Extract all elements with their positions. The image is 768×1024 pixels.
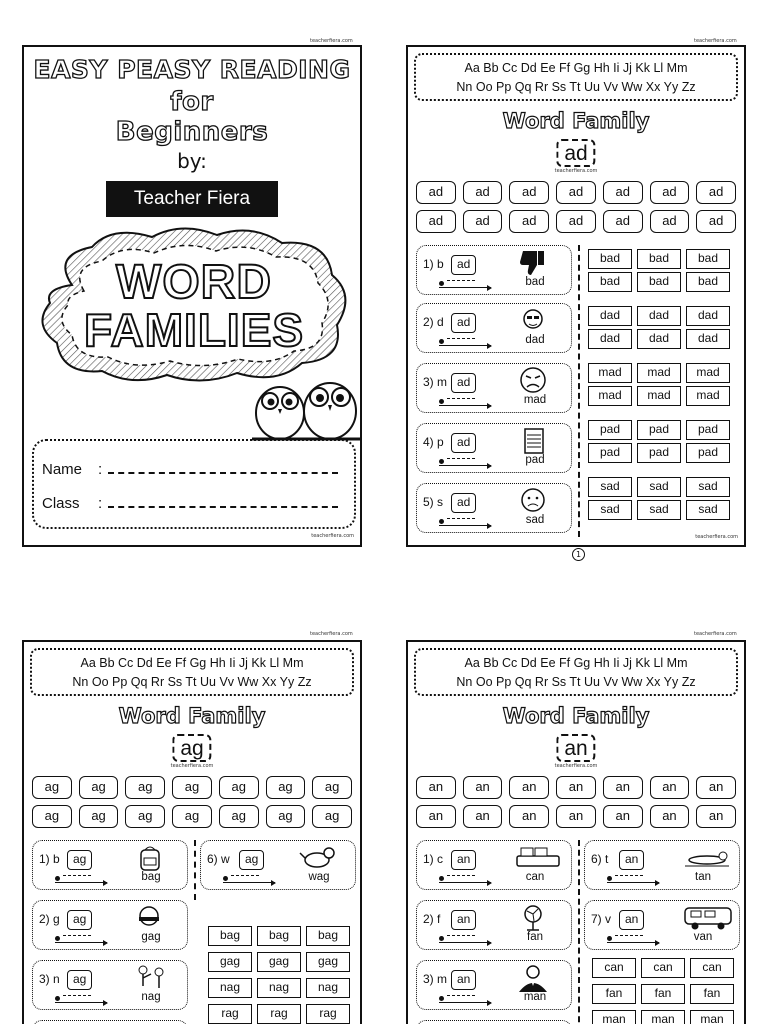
answer-cell[interactable]: bad [686, 249, 730, 269]
alphabet-box [414, 53, 738, 101]
family-tile[interactable]: ag [219, 805, 259, 828]
divider [578, 245, 580, 537]
answer-cell[interactable]: sad [686, 500, 730, 520]
family-tile[interactable]: ad [696, 181, 736, 204]
exercise-family-box[interactable]: ad [451, 433, 476, 453]
answer-cell[interactable]: pad [588, 420, 632, 440]
family-tile[interactable]: ag [312, 805, 352, 828]
answer-cell[interactable]: nag [306, 978, 350, 998]
family-tile[interactable]: ag [32, 776, 72, 799]
answer-cell[interactable]: mad [686, 363, 730, 383]
family-tile[interactable]: ad [509, 181, 549, 204]
family-tile[interactable]: an [416, 805, 456, 828]
family-tile[interactable]: ag [219, 776, 259, 799]
cans-icon [513, 844, 563, 872]
exercise-number: 1) b [423, 257, 444, 271]
family-tile[interactable]: an [416, 776, 456, 799]
picture-word: tan [695, 871, 711, 883]
family-tile[interactable]: an [650, 776, 690, 799]
exercise-number: 4) p [423, 435, 444, 449]
author-banner: Teacher Fiera [106, 181, 278, 217]
exercise-item [32, 840, 188, 890]
class-line[interactable] [108, 506, 338, 508]
picture-word: wag [308, 871, 330, 883]
worksheet-an [406, 640, 746, 1024]
answer-cell[interactable]: bad [637, 249, 681, 269]
answer-cell[interactable]: rag [257, 1004, 301, 1024]
exercise-family-box[interactable]: ad [451, 493, 476, 513]
family-tile[interactable]: an [463, 805, 503, 828]
exercise-item [416, 483, 572, 533]
picture-word: sad [525, 514, 545, 526]
site-label: teacherfiera.com [311, 533, 354, 539]
exercise-number: 6) t [591, 852, 609, 866]
exercise-family-box[interactable]: ad [451, 313, 476, 333]
answer-cell[interactable]: dad [637, 329, 681, 349]
cover-page [22, 45, 362, 547]
dog-icon [297, 844, 337, 872]
family-tile[interactable]: ad [463, 210, 503, 233]
site-label: teacherfiera.com [310, 38, 353, 44]
exercise-item [32, 1020, 188, 1024]
family-tile[interactable]: ag [172, 776, 212, 799]
alphabet-row2: Nn Oo Pp Qq Rr Ss Tt Uu Vv Ww Xx Yy Zz [456, 80, 696, 94]
exercise-item [416, 840, 572, 890]
cover-by: by: [177, 149, 207, 173]
answer-cell[interactable]: pad [588, 443, 632, 463]
word-family-heading: Word Family [118, 704, 266, 728]
family-label: ag [172, 734, 211, 762]
alphabet-row1: Aa Bb Cc Dd Ee Ff Gg Hh Ii Jj Kk Ll Mm [80, 656, 304, 670]
mad-face-icon [513, 367, 553, 395]
picture-word: van [693, 931, 713, 943]
worksheet-ad [406, 45, 746, 547]
answer-cell[interactable]: dad [588, 329, 632, 349]
name-row [42, 461, 338, 478]
family-tile[interactable]: an [696, 805, 736, 828]
class-row [42, 495, 338, 512]
family-tile[interactable]: ad [556, 181, 596, 204]
answer-cell[interactable]: rag [208, 1004, 252, 1024]
exercise-number: 2) f [423, 912, 441, 926]
exercise-item [416, 363, 572, 413]
site-label: teacherfiera.com [554, 168, 598, 174]
cover-title-line3: Beginners [115, 117, 269, 147]
family-tile[interactable]: ag [125, 776, 165, 799]
exercise-family-box[interactable]: ad [451, 373, 476, 393]
family-tile[interactable]: ag [266, 805, 306, 828]
answer-cell[interactable]: fan [690, 984, 734, 1004]
answer-cell[interactable]: sad [686, 477, 730, 497]
family-tiles [416, 776, 736, 828]
exercise-family-box[interactable]: an [451, 910, 476, 930]
family-tile[interactable]: ad [650, 210, 690, 233]
name-line[interactable] [108, 472, 338, 474]
family-tile[interactable]: an [603, 805, 643, 828]
answer-cell[interactable]: man [592, 1010, 636, 1024]
answer-cell[interactable]: can [641, 958, 685, 978]
alphabet-row2: Nn Oo Pp Qq Rr Ss Tt Uu Vv Ww Xx Yy Zz [72, 675, 312, 689]
fan-icon [513, 904, 553, 932]
exercise-number: 3) n [39, 972, 60, 986]
answer-cell[interactable]: sad [588, 477, 632, 497]
answer-cell[interactable]: pad [686, 420, 730, 440]
answer-cell[interactable]: bad [588, 272, 632, 292]
picture-word: nag [141, 991, 161, 1003]
man-icon [513, 964, 553, 992]
answer-cell[interactable]: rag [306, 1004, 350, 1024]
answer-cell[interactable]: bad [588, 249, 632, 269]
answer-grid [208, 926, 350, 1024]
exercise-family-box[interactable]: an [619, 910, 644, 930]
picture-word: fan [527, 931, 543, 943]
picture-word: man [523, 991, 547, 1003]
exercise-item [416, 423, 572, 473]
nag-icon [129, 964, 169, 992]
exercise-item [416, 1020, 572, 1024]
exercise-number: 5) s [423, 495, 444, 509]
answer-cell[interactable]: mad [588, 363, 632, 383]
family-tile[interactable]: an [556, 805, 596, 828]
answer-cell[interactable]: can [690, 958, 734, 978]
exercise-item [416, 960, 572, 1010]
alphabet-box [414, 648, 738, 696]
picture-word: gag [141, 931, 161, 943]
exercise-item [584, 900, 740, 950]
exercise-family-box[interactable]: ag [67, 850, 92, 870]
exercise-family-box[interactable]: ag [67, 910, 92, 930]
answer-cell[interactable]: dad [686, 329, 730, 349]
answer-cell[interactable]: bag [306, 926, 350, 946]
exercise-number: 7) v [591, 912, 612, 926]
answer-grid [588, 249, 730, 523]
cover-word2: FAMILIES [83, 304, 305, 356]
colon: : [98, 461, 103, 478]
exercise-number: 3) m [423, 375, 447, 389]
alphabet-row2: Nn Oo Pp Qq Rr Ss Tt Uu Vv Ww Xx Yy Zz [456, 675, 696, 689]
site-label: teacherfiera.com [170, 763, 214, 769]
family-label: an [556, 734, 595, 762]
answer-cell[interactable]: mad [637, 386, 681, 406]
answer-cell[interactable]: bag [208, 926, 252, 946]
answer-cell[interactable]: dad [637, 306, 681, 326]
exercise-family-box[interactable]: an [451, 850, 476, 870]
backpack-icon [129, 844, 169, 872]
answer-cell[interactable]: bad [686, 272, 730, 292]
site-label: teacherfiera.com [310, 631, 353, 637]
worksheet-ag [22, 640, 362, 1024]
family-tiles [416, 181, 736, 233]
family-tile[interactable]: an [463, 776, 503, 799]
family-tile[interactable]: ad [603, 210, 643, 233]
family-tile[interactable]: ag [79, 776, 119, 799]
name-label: Name [42, 461, 83, 478]
exercise-number: 2) d [423, 315, 444, 329]
class-label: Class [42, 495, 80, 512]
alphabet-row1: Aa Bb Cc Dd Ee Ff Gg Hh Ii Jj Kk Ll Mm [464, 656, 688, 670]
family-label: ad [556, 139, 595, 167]
cover-word1: WORD [116, 256, 272, 309]
exercise-item [416, 245, 572, 295]
answer-cell[interactable]: mad [686, 386, 730, 406]
answer-cell[interactable]: sad [588, 500, 632, 520]
family-tiles [32, 776, 352, 828]
family-tile[interactable]: ag [266, 776, 306, 799]
answer-cell[interactable]: gag [257, 952, 301, 972]
answer-cell[interactable]: nag [257, 978, 301, 998]
sunbathing-icon [681, 844, 731, 872]
family-tile[interactable]: ag [32, 805, 72, 828]
picture-word: dad [525, 334, 545, 346]
answer-cell[interactable]: dad [588, 306, 632, 326]
family-tile[interactable]: ad [463, 181, 503, 204]
family-tile[interactable]: ad [416, 210, 456, 233]
cover-title-line2: for [170, 87, 214, 117]
family-tile[interactable]: an [603, 776, 643, 799]
answer-cell[interactable]: bad [637, 272, 681, 292]
picture-word: bag [141, 871, 161, 883]
site-label: teacherfiera.com [695, 534, 738, 540]
divider [578, 840, 580, 1024]
exercise-number: 2) g [39, 912, 60, 926]
alphabet-box [30, 648, 354, 696]
family-tile[interactable]: ad [509, 210, 549, 233]
family-tile[interactable]: ag [125, 805, 165, 828]
answer-cell[interactable]: pad [637, 443, 681, 463]
family-tile[interactable]: ad [696, 210, 736, 233]
exercise-item [200, 840, 356, 890]
notepad-icon [513, 427, 553, 455]
picture-word: pad [525, 454, 545, 466]
divider [194, 840, 196, 900]
exercise-number: 6) w [207, 852, 230, 866]
answer-cell[interactable]: pad [686, 443, 730, 463]
exercise-family-box[interactable]: an [619, 850, 644, 870]
dad-icon [513, 307, 553, 335]
answer-cell[interactable]: pad [637, 420, 681, 440]
answer-cell[interactable]: man [641, 1010, 685, 1024]
answer-cell[interactable]: fan [641, 984, 685, 1004]
exercise-number: 1) b [39, 852, 60, 866]
exercise-number: 1) c [423, 852, 444, 866]
site-label: teacherfiera.com [554, 763, 598, 769]
family-tile[interactable]: ag [312, 776, 352, 799]
family-tile[interactable]: ad [603, 181, 643, 204]
thumbs-down-icon [513, 249, 553, 277]
family-tile[interactable]: an [556, 776, 596, 799]
family-tile[interactable]: ad [650, 181, 690, 204]
picture-word: can [525, 871, 545, 883]
exercise-family-box[interactable]: an [451, 970, 476, 990]
family-tile[interactable]: an [509, 805, 549, 828]
answer-cell[interactable]: mad [588, 386, 632, 406]
exercise-family-box[interactable]: ag [239, 850, 264, 870]
family-tile[interactable]: an [696, 776, 736, 799]
exercise-item [32, 960, 188, 1010]
site-label: teacherfiera.com [694, 631, 737, 637]
answer-grid [592, 958, 734, 1024]
exercise-item [416, 303, 572, 353]
sad-boy-icon [513, 487, 553, 515]
answer-cell[interactable]: nag [208, 978, 252, 998]
page-number: 1 [572, 548, 585, 561]
exercise-item [584, 840, 740, 890]
family-tile[interactable]: ad [416, 181, 456, 204]
exercise-item [32, 900, 188, 950]
answer-cell[interactable]: mad [637, 363, 681, 383]
exercise-family-box[interactable]: ad [451, 255, 476, 275]
answer-cell[interactable]: gag [306, 952, 350, 972]
family-tile[interactable]: ag [172, 805, 212, 828]
answer-cell[interactable]: fan [592, 984, 636, 1004]
answer-cell[interactable]: man [690, 1010, 734, 1024]
picture-word: mad [523, 394, 547, 406]
alphabet-row1: Aa Bb Cc Dd Ee Ff Gg Hh Ii Jj Kk Ll Mm [464, 61, 688, 75]
family-tile[interactable]: an [650, 805, 690, 828]
site-label: teacherfiera.com [694, 38, 737, 44]
name-class-box [32, 439, 356, 529]
answer-cell[interactable]: sad [637, 500, 681, 520]
family-tile[interactable]: an [509, 776, 549, 799]
family-tile[interactable]: ad [556, 210, 596, 233]
van-icon [681, 904, 737, 932]
cover-title-line1: EASY PEASY READING [33, 55, 351, 84]
word-family-heading: Word Family [502, 704, 650, 728]
word-family-heading: Word Family [502, 109, 650, 133]
answer-cell[interactable]: sad [637, 477, 681, 497]
picture-word: bad [525, 276, 545, 288]
answer-cell[interactable]: dad [686, 306, 730, 326]
gag-icon [129, 904, 169, 932]
exercise-family-box[interactable]: ag [67, 970, 92, 990]
exercise-item [416, 900, 572, 950]
colon: : [98, 495, 103, 512]
exercise-number: 3) m [423, 972, 447, 986]
owls-icon [252, 371, 362, 443]
answer-cell[interactable]: gag [208, 952, 252, 972]
answer-cell[interactable]: bag [257, 926, 301, 946]
family-tile[interactable]: ag [79, 805, 119, 828]
answer-cell[interactable]: can [592, 958, 636, 978]
